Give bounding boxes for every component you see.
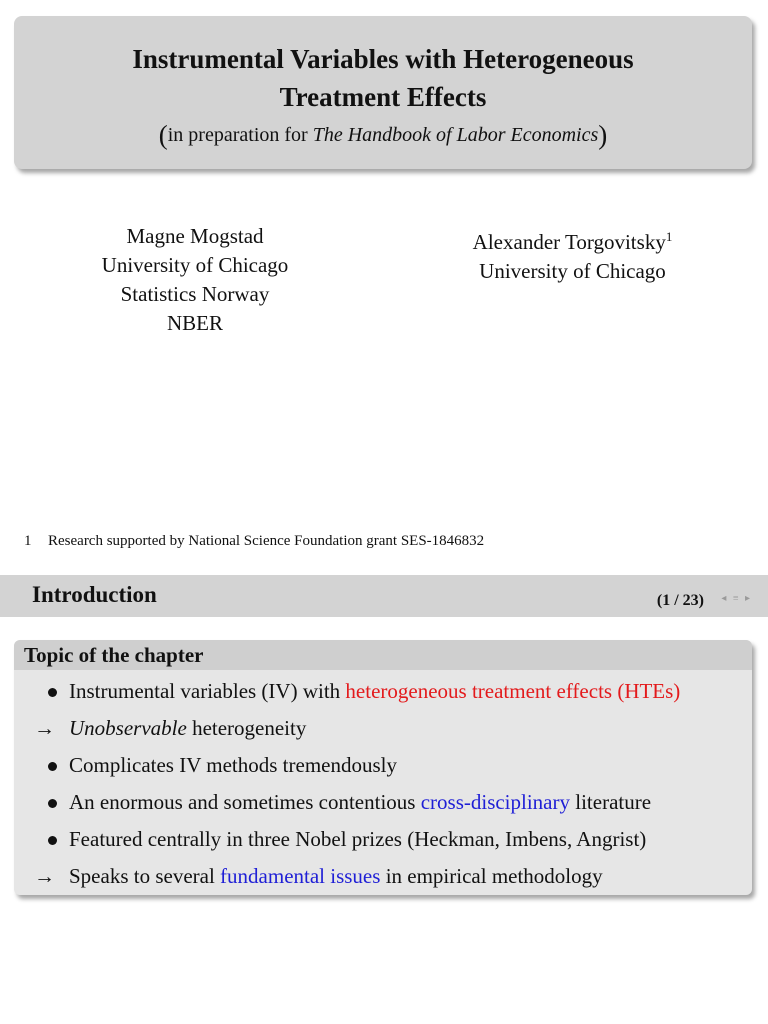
navigation-icons[interactable]: ◂ ≡ ▸ [721, 593, 752, 604]
title-line-1: Instrumental Variables with Heterogeneous [132, 44, 634, 74]
title-box [14, 16, 752, 169]
bullet-icon [48, 688, 57, 697]
item-text [69, 859, 603, 894]
arrow-icon: → [34, 716, 55, 740]
highlight-blue: fundamental issues [220, 864, 381, 888]
list-item [14, 711, 752, 748]
bullet-icon [48, 762, 57, 771]
arrow-icon: → [34, 864, 55, 888]
author-name: Magne Mogstad [126, 224, 264, 248]
footnote [24, 533, 484, 550]
subtitle-prefix: in preparation for [167, 124, 313, 146]
highlight-blue: cross-disciplinary [420, 790, 570, 814]
footnote-number: 1 [24, 533, 32, 549]
topic-list [14, 670, 752, 895]
list-item [14, 748, 752, 785]
block-header: Topic of the chapter [14, 640, 752, 670]
author-affiliation: University of Chicago [479, 259, 666, 283]
list-item [14, 785, 752, 822]
footnote-mark: 1 [665, 229, 673, 244]
author-name-line [425, 222, 720, 257]
bullet-icon [48, 836, 57, 845]
subtitle-close-paren: ) [598, 120, 608, 150]
author-block-mogstad [60, 222, 330, 338]
author-affiliation: NBER [166, 311, 223, 335]
item-text [69, 674, 680, 709]
list-item [14, 859, 752, 895]
subtitle-open-paren: ( [158, 120, 168, 150]
item-emphasis: Unobservable [69, 716, 187, 740]
bullet-icon [48, 799, 57, 808]
list-item [14, 822, 752, 859]
slide-subtitle [14, 120, 752, 151]
item-segment: heterogeneity [186, 716, 307, 740]
item-text: Complicates IV methods tremendously [69, 753, 397, 777]
item-segment: An enormous and sometimes contentious [69, 790, 421, 814]
subtitle-book: The Handbook of Labor Economics [312, 124, 599, 146]
item-segment: in empirical methodology [380, 864, 603, 888]
slide-title [14, 40, 752, 116]
section-title: Introduction [32, 582, 157, 607]
author-name: Alexander Torgovitsky [472, 230, 666, 254]
item-text [69, 711, 306, 746]
page-counter: (1 / 23) [656, 592, 704, 609]
author-affiliation: University of Chicago [101, 253, 289, 277]
author-block-torgovitsky [425, 222, 720, 286]
section-header-bar [0, 575, 768, 617]
item-text: Featured centrally in three Nobel prizes (Heckman, Imbens, Angrist) [69, 827, 647, 851]
author-affiliation: Statistics Norway [120, 282, 270, 306]
item-segment: Instrumental variables (IV) with [69, 679, 346, 703]
item-segment: literature [570, 790, 652, 814]
list-item [14, 674, 752, 711]
item-text [69, 785, 651, 820]
item-segment: Speaks to several [69, 864, 221, 888]
topic-block [14, 640, 752, 895]
footnote-text: Research supported by National Science Foundation grant SES-1846832 [48, 533, 485, 549]
title-line-2: Treatment Effects [279, 82, 487, 112]
highlight-red: heterogeneous treatment effects (HTEs) [345, 679, 681, 703]
